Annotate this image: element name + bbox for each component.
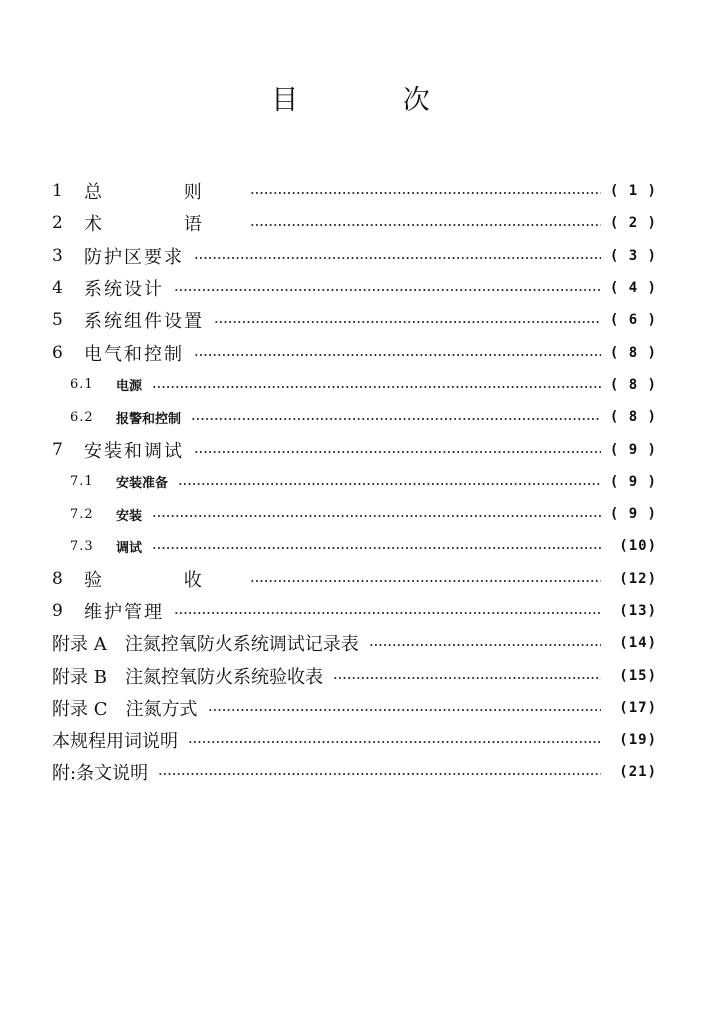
toc-entry-label: 附录 A 注氮控氧防火系统调试记录表 [52, 634, 359, 656]
toc-entry-page-number: (14) [619, 635, 657, 652]
toc-entry-page-number: ( 4 ) [609, 280, 657, 297]
toc-dot-leader [250, 224, 601, 226]
page-title: 目 次 [271, 85, 478, 116]
toc-entry-page-number: (10) [619, 538, 657, 555]
toc-entry-label: 术 语 [84, 214, 240, 236]
toc-entry-number: 8 [52, 568, 63, 589]
table-of-contents [52, 175, 657, 789]
toc-entry-label: 调试 [116, 540, 143, 556]
toc-entry-page-number: ( 1 ) [609, 183, 657, 200]
toc-dot-leader [369, 644, 601, 646]
toc-dot-leader [174, 612, 601, 614]
toc-entry[interactable] [52, 433, 657, 465]
toc-dot-leader [250, 192, 601, 194]
toc-dot-leader [208, 709, 602, 711]
toc-entry-label: 附:条文说明 [52, 763, 149, 785]
toc-entry[interactable] [52, 336, 657, 368]
toc-entry-label: 安装 [116, 508, 143, 524]
toc-entry[interactable] [52, 466, 657, 498]
toc-entry-page-number: ( 9 ) [609, 506, 657, 523]
toc-entry-page-number: (21) [619, 764, 657, 781]
toc-entry-number: 9 [52, 601, 63, 621]
toc-entry[interactable] [52, 207, 657, 239]
toc-entry-page-number: ( 6 ) [609, 312, 657, 329]
toc-entry-label: 电源 [116, 379, 143, 395]
toc-entry[interactable] [52, 659, 657, 691]
toc-entry-page-number: ( 8 ) [609, 409, 657, 426]
toc-entry-page-number: (19) [619, 732, 657, 749]
toc-entry[interactable] [52, 756, 657, 788]
toc-dot-leader [152, 515, 601, 517]
toc-entry-number: 6 [52, 342, 63, 363]
toc-entry-page-number: ( 3 ) [609, 247, 657, 264]
toc-entry-page-number: ( 9 ) [609, 441, 657, 458]
toc-entry-label: 电气和控制 [84, 343, 184, 365]
toc-dot-leader [194, 354, 601, 356]
toc-dot-leader [174, 289, 601, 291]
toc-entry[interactable] [52, 369, 657, 401]
toc-entry-page-number: ( 8 ) [609, 344, 657, 361]
toc-entry-number: 2 [52, 213, 63, 234]
toc-entry-page-number: (15) [619, 667, 657, 684]
toc-dot-leader [188, 741, 601, 743]
toc-entry[interactable] [52, 498, 657, 530]
toc-entry-label: 附录 C 注氮方式 [52, 698, 198, 720]
toc-entry-label: 附录 B 注氮控氧防火系统验收表 [52, 666, 323, 688]
toc-dot-leader [194, 451, 601, 453]
toc-entry[interactable] [52, 175, 657, 207]
toc-entry-label: 报警和控制 [116, 411, 182, 427]
toc-entry-label: 总 则 [84, 182, 240, 204]
toc-entry-number: 6.2 [70, 409, 94, 425]
toc-dot-leader [250, 580, 601, 582]
toc-entry-number: 6.1 [70, 377, 94, 393]
toc-entry[interactable] [52, 627, 657, 659]
toc-entry[interactable] [52, 563, 657, 595]
toc-entry[interactable] [52, 595, 657, 627]
toc-entry[interactable] [52, 272, 657, 304]
toc-entry-page-number: (12) [619, 570, 657, 587]
toc-dot-leader [152, 386, 601, 388]
toc-entry[interactable] [52, 530, 657, 562]
toc-entry-number: 7.3 [70, 538, 94, 554]
toc-entry-number: 5 [52, 310, 63, 331]
toc-entry-page-number: (17) [619, 699, 657, 716]
toc-dot-leader [178, 483, 601, 485]
toc-dot-leader [194, 257, 601, 259]
toc-entry-label: 系统设计 [84, 279, 164, 301]
toc-dot-leader [152, 547, 601, 549]
toc-entry-label: 安装准备 [116, 476, 169, 492]
toc-entry[interactable] [52, 240, 657, 272]
toc-entry-number: 7.2 [70, 506, 94, 522]
toc-entry-label: 本规程用词说明 [52, 731, 178, 753]
toc-entry-label: 维护管理 [84, 602, 164, 623]
toc-entry-page-number: (13) [619, 603, 657, 619]
toc-entry[interactable] [52, 304, 657, 336]
toc-entry-label: 防护区要求 [84, 246, 184, 268]
toc-dot-leader [333, 677, 601, 679]
toc-entry-page-number: ( 9 ) [609, 473, 657, 490]
toc-entry-label: 安装和调试 [84, 440, 184, 462]
toc-entry-number: 1 [52, 181, 63, 202]
toc-dot-leader [214, 321, 601, 323]
toc-entry-page-number: ( 8 ) [609, 376, 657, 393]
toc-dot-leader [191, 418, 601, 420]
toc-entry-number: 4 [52, 278, 63, 299]
toc-entry-number: 7.1 [70, 474, 94, 490]
toc-entry-label: 系统组件设置 [84, 311, 204, 333]
toc-dot-leader [158, 773, 601, 775]
toc-entry-number: 7 [52, 439, 63, 460]
toc-entry-number: 3 [52, 245, 63, 266]
toc-entry[interactable] [52, 692, 657, 724]
toc-entry-label: 验 收 [84, 569, 240, 591]
toc-entry[interactable] [52, 724, 657, 756]
toc-entry[interactable] [52, 401, 657, 433]
toc-entry-page-number: ( 2 ) [609, 215, 657, 232]
